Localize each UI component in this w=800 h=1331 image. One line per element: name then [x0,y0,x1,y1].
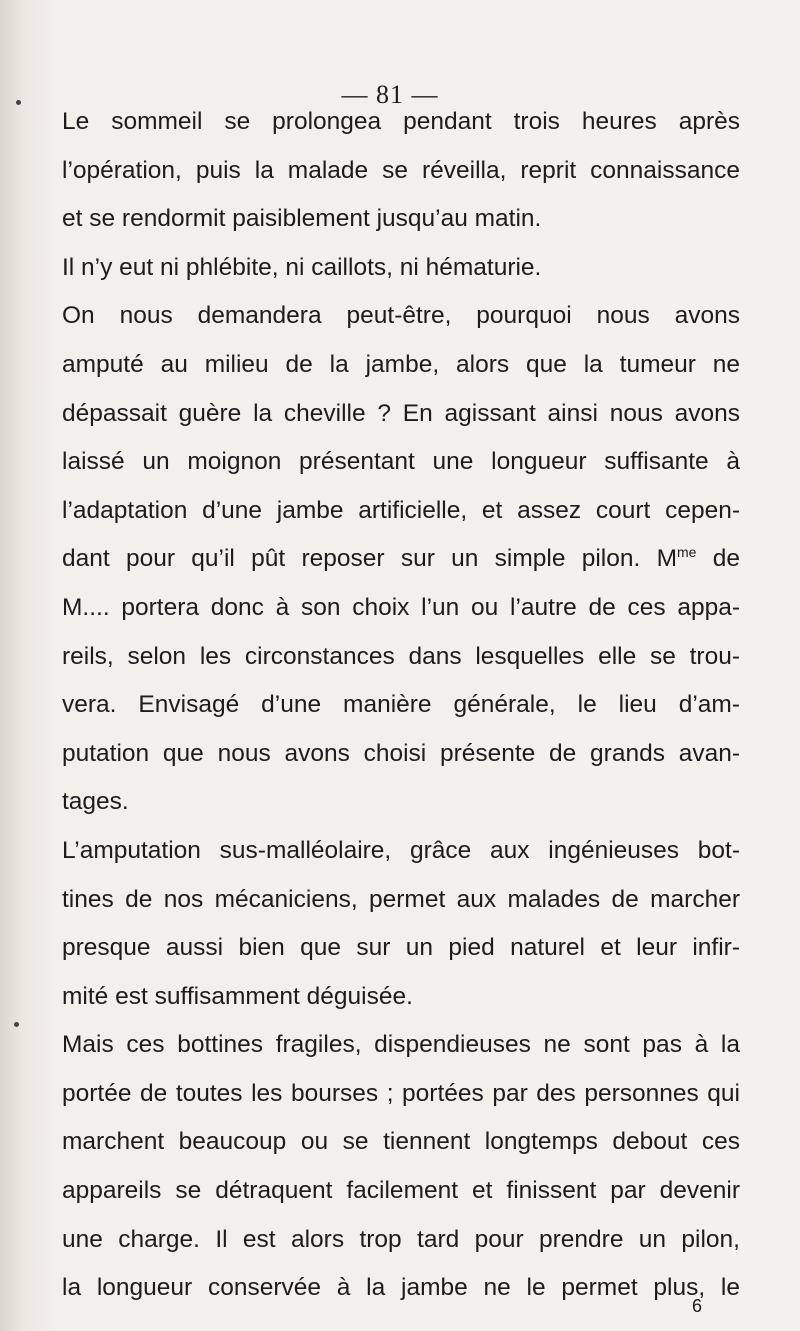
text-line: laissé un moignon présentant une longueur suffisante à [62,448,740,476]
text-line: dépassait guère la cheville ? En agissant ainsi nous avons [62,399,740,427]
text-line: mité est suffisamment déguisée. [62,982,413,1010]
signature-folio: 6 [692,1296,703,1316]
text-line: marchent beaucoup ou se tiennent longtemps debout ces [62,1128,740,1156]
text-line: Il n’y eut ni phlébite, ni caillots, ni hématurie. [62,253,542,281]
text-line: une charge. Il est alors trop tard pour prendre un pilon, [62,1225,740,1253]
margin-speck [14,1022,19,1027]
text-line: et se rendormit paisiblement jusqu’au matin. [62,205,542,233]
text-line: vera. Envisagé d’une manière générale, le lieu d’am- [62,691,740,719]
body-text [62,98,740,1313]
text-line: On nous demandera peut-être, pourquoi nous avons [62,302,740,330]
text-line: l’adaptation d’une jambe artificielle, et assez court cepen- [62,496,740,524]
text-line: portée de toutes les bourses ; portées par des personnes qui [62,1079,740,1107]
text-line: Mais ces bottines fragiles, dispendieuses ne sont pas à la [62,1031,740,1059]
superscript: me [677,544,697,561]
page-number-header: — 81 — [341,80,439,109]
text-line: tines de nos mécaniciens, permet aux malades de marcher [62,885,740,913]
text-line-part: de [696,545,740,573]
text-line: appareils se détraquent facilement et finissent par devenir [62,1177,740,1205]
text-line: tages. [62,788,129,816]
text-line: M.... portera donc à son choix l’un ou l’autre de ces appa- [62,593,740,621]
text-line: presque aussi bien que sur un pied naturel et leur infir- [62,934,740,962]
text-line: amputé au milieu de la jambe, alors que la tumeur ne [62,350,740,378]
text-line: l’opération, puis la malade se réveilla, reprit connaissance [62,156,740,184]
text-line: Le sommeil se prolongea pendant trois heures après [62,108,740,135]
text-line: reils, selon les circonstances dans lesquelles elle se trou- [62,642,740,670]
text-line: putation que nous avons choisi présente de grands avan- [62,739,740,767]
margin-speck [16,100,21,105]
text-line: la longueur conservée à la jambe ne le permet plus, le [62,1274,740,1302]
text-line-with-superscript [62,535,740,584]
text-line: L’amputation sus-malléolaire, grâce aux ingénieuses bot- [62,836,740,864]
text-line-part: dant pour qu’il pût reposer sur un simple pilon. M [62,545,677,573]
